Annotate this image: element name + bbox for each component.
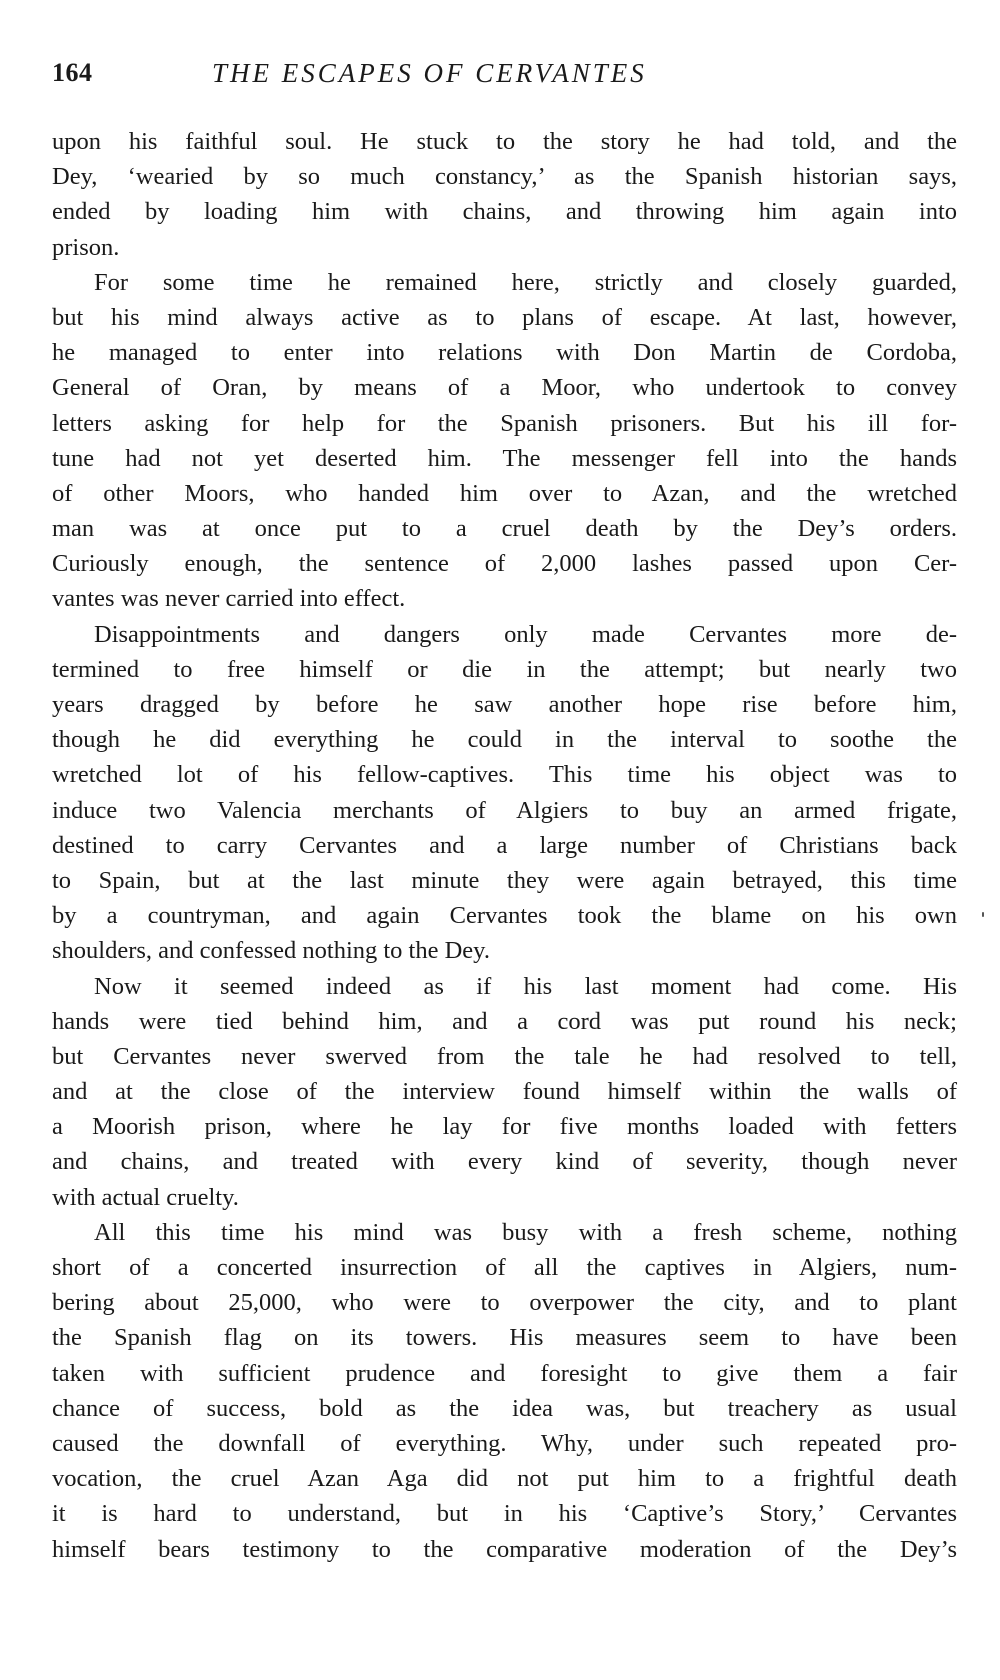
text-line: hands were tied behind him, and a cord was put round his neck; <box>52 1007 957 1035</box>
text-line: but his mind always active as to plans of escape. At last, however, <box>52 303 957 331</box>
text-line: man was at once put to a cruel death by the Dey’s orders. <box>52 515 957 543</box>
text-line: General of Oran, by means of a Moor, who undertook to convey <box>52 374 957 402</box>
text-line: termined to free himself or die in the attempt; but nearly two <box>52 655 957 683</box>
text-line: ended by loading him with chains, and throwing him again into <box>52 198 957 226</box>
body-text <box>52 124 957 1567</box>
text-line: himself bears testimony to the comparative moderation of the Dey’s <box>52 1535 957 1563</box>
text-line: bering about 25,000, who were to overpower the city, and to plant <box>52 1289 957 1317</box>
text-line: caused the downfall of everything. Why, under such repeated pro- <box>52 1429 957 1457</box>
text-line: All this time his mind was busy with a fresh scheme, nothing <box>94 1218 957 1246</box>
text-line: For some time he remained here, strictly and closely guarded, <box>94 268 957 296</box>
text-line: it is hard to understand, but in his ‘Captive’s Story,’ Cervantes <box>52 1500 957 1528</box>
text-line: and chains, and treated with every kind of severity, though never <box>52 1148 957 1176</box>
text-line: Curiously enough, the sentence of 2,000 lashes passed upon Cer- <box>52 550 957 578</box>
text-line: Now it seemed indeed as if his last moment had come. His <box>94 972 957 1000</box>
text-line: years dragged by before he saw another hope rise before him, <box>52 691 957 718</box>
text-line: and at the close of the interview found himself within the walls of <box>52 1078 957 1106</box>
text-line: he managed to enter into relations with Don Martin de Cordoba, <box>52 339 957 367</box>
text-line: shoulders, and confessed nothing to the Dey. <box>52 937 490 965</box>
text-line: short of a concerted insurrection of all the captives in Algiers, num- <box>52 1254 957 1281</box>
page-number: 164 <box>52 58 93 87</box>
text-line: by a countryman, and again Cervantes took the blame on his own <box>52 902 957 930</box>
running-head <box>52 58 952 98</box>
text-line: induce two Valencia merchants of Algiers to buy an armed frigate, <box>52 796 957 824</box>
text-line: letters asking for help for the Spanish prisoners. But his ill for- <box>52 409 957 437</box>
paragraph-3 <box>52 617 957 969</box>
text-line: destined to carry Cervantes and a large number of Christians back <box>52 831 957 859</box>
text-line: prison. <box>52 233 120 261</box>
text-line: of other Moors, who handed him over to Azan, and the wretched <box>52 479 957 507</box>
running-title: THE ESCAPES OF CERVANTES <box>212 58 647 88</box>
text-line: taken with sufficient prudence and foresight to give them a fair <box>52 1359 957 1387</box>
text-line: to Spain, but at the last minute they were again betrayed, this time <box>52 866 957 894</box>
text-line: though he did everything he could in the interval to soothe the <box>52 726 957 754</box>
text-line: Disappointments and dangers only made Cervantes more de- <box>94 620 957 648</box>
text-line: upon his faithful soul. He stuck to the story he had told, and the <box>52 128 957 155</box>
text-line: tune had not yet deserted him. The messenger fell into the hands <box>52 444 957 472</box>
text-line: Dey, ‘wearied by so much constancy,’ as the Spanish historian says, <box>52 163 957 191</box>
text-line: a Moorish prison, where he lay for five months loaded with fetters <box>52 1113 957 1141</box>
text-line: the Spanish flag on its towers. His measures seem to have been <box>52 1324 957 1352</box>
paragraph-1 <box>52 124 957 265</box>
text-line: wretched lot of his fellow-captives. This time his object was to <box>52 761 957 789</box>
text-line: vocation, the cruel Azan Aga did not put him to a frightful death <box>52 1465 957 1493</box>
paragraph-4 <box>52 969 957 1215</box>
text-line: chance of success, bold as the idea was, but treachery as usual <box>52 1394 957 1422</box>
text-line: but Cervantes never swerved from the tale he had resolved to tell, <box>52 1042 957 1070</box>
paragraph-2 <box>52 265 957 617</box>
print-speck <box>982 912 984 917</box>
text-line: vantes was never carried into effect. <box>52 585 406 613</box>
paragraph-5 <box>52 1215 957 1567</box>
text-line: with actual cruelty. <box>52 1183 239 1211</box>
